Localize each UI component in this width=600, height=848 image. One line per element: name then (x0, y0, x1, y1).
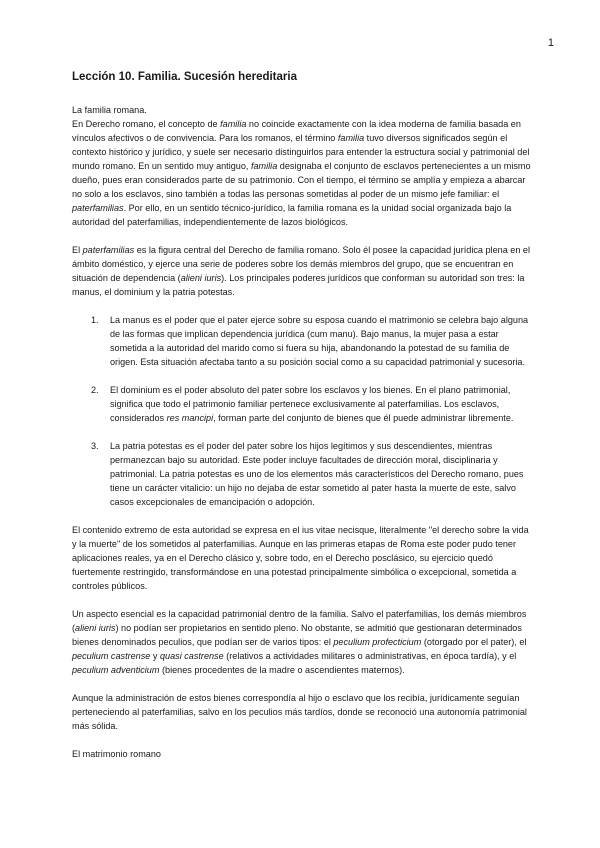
text-run: El dominium es el poder absoluto del pater sobre los esclavos y los bienes. En el plano patrimonial, significa que todo el patrimonio familiar pertenece exclusivamente al paterfamilias. Los esclavos, considerados (110, 385, 511, 423)
text-run: y (150, 651, 160, 661)
text-run: (bienes procedentes de la madre o ascendientes maternos). (159, 665, 405, 675)
powers-list (72, 313, 532, 509)
list-item (72, 383, 532, 425)
italic-term: familia (220, 119, 247, 129)
italic-term: peculium profecticium (333, 637, 422, 647)
list-number: 3. (91, 441, 99, 451)
text-run: El contenido extremo de esta autoridad se expresa en el ius vitae necisque, literalmente "el derecho sobre la vida y la muerte" de los sometidos al paterfamilias. Aunque en las primeras etapas de Roma este poder pudo tener aplicaciones reales, ya en el Derecho clásico y, sobre todo, en el Derecho posclásico, su ejercicio quedó fuertemente restringido, transformándose en una potestad principalmente simbólica o excepcional, sometida a controles públicos. (72, 525, 529, 591)
list-item (72, 313, 532, 369)
text-run: es la figura central del Derecho de familia romano. Solo él posee la capacidad jurídica plena en el ámbito doméstico, y ejerce una serie de poderes sobre los demás miembros del grupo, que se encuentran en situación de dependencia ( (72, 245, 531, 283)
text-run: tuvo diversos significados según el contexto histórico y jurídico, y suele ser necesario distinguirlos para entender la estructura social y patrimonial del mundo romano. En un sentido muy antiguo, (72, 133, 530, 171)
lesson-title: Lección 10. Familia. Sucesión hereditaria (72, 71, 297, 83)
text-run: ) no podían ser propietarios en sentido pleno. No obstante, se admitió que gestionaran determinados bienes denominados peculios, que podían ser de varios tipos: el (72, 623, 522, 647)
section-heading-matrimonio: El matrimonio romano (72, 749, 161, 759)
text-run: El (72, 245, 83, 255)
paragraph-ius-vitae (72, 523, 532, 593)
text-run: designaba el conjunto de esclavos pertenecientes a un mismo dueño, pues eran considerados parte de su patrimonio. Con el tiempo, el término se amplía y empieza a abarcar no solo a los esclavos, sino también a todas las personas sometidas al poder de un mismo jefe familiar: el (72, 161, 531, 199)
text-run: no coincide exactamente con la idea moderna de familia basada en vínculos afectivos o de convivencia. Para los romanos, el término (72, 119, 521, 143)
text-run: Un aspecto esencial es la capacidad patrimonial dentro de la familia. Salvo el paterfamilias, los demás miembros ( (72, 609, 527, 633)
text-run: ). Los principales poderes jurídicos que conforman su autoridad son tres: la manus, el dominium y la patria potestas. (72, 273, 525, 297)
italic-term: familia (337, 133, 365, 143)
page-number: 1 (547, 37, 554, 49)
text-run: La patria potestas es el poder del pater sobre los hijos legítimos y sus descendientes, mientras permanezcan bajo su autoridad. Este poder incluye facultades de dirección moral, disciplinaria y patrimonial. La patria potestas es uno de los elementos más característicos del Derecho romano, pues tiene un carácter vitalicio: un hijo no dejaba de estar sometido al pater hasta la muerte de este, salvo casos excepcionales de emancipación o adopción. (110, 441, 524, 507)
italic-term: res mancipi (166, 413, 214, 423)
text-run: En Derecho romano, el concepto de (72, 119, 221, 129)
italic-term: paterfamilias (72, 203, 124, 213)
text-run: La manus es el poder que el pater ejerce sobre su esposa cuando el matrimonio se celebra bajo alguna de las formas que implican dependencia jurídica (cum manu). Bajo manus, la mujer pasa a estar sometida a la autoridad del marido como si fuera su hija, abandonando la potestad de su familia de origen. Esta situación afectaba tanto a su posición social como a su capacidad patrimonial y sucesoria. (110, 315, 529, 367)
text-run: (relativos a actividades militares o administrativas, en época tardía), y el (223, 651, 517, 661)
italic-term: quasi castrense (159, 651, 224, 661)
italic-term: peculium castrense (72, 651, 151, 661)
document-body (72, 70, 532, 761)
list-item (72, 439, 532, 509)
section-heading-familia: La familia romana. (72, 105, 147, 115)
paragraph-administracion (72, 691, 532, 733)
list-number: 1. (91, 315, 99, 325)
paragraph-peculios (72, 607, 532, 677)
text-run: , forman parte del conjunto de bienes que él puede administrar libremente. (213, 413, 514, 423)
italic-term: paterfamilias (82, 245, 135, 255)
italic-term: peculium adventicium (72, 665, 160, 675)
italic-term: alieni iuris (75, 623, 116, 633)
italic-term: familia (250, 161, 278, 171)
text-run: (otorgado por el pater), el (421, 637, 527, 647)
text-run: . Por ello, en un sentido técnico-jurídico, la familia romana es la unidad social organizada bajo la autoridad del paterfamilias, independientemente de lazos biológicos. (72, 203, 512, 227)
italic-term: alieni iuris (180, 273, 222, 283)
list-number: 2. (91, 385, 99, 395)
text-run: Aunque la administración de estos bienes correspondía al hijo o esclavo que los recibía, jurídicamente seguían perteneciendo al paterfamilias, salvo en los peculios más tardíos, donde se reconoció una autonomía patrimonial más sólida. (72, 693, 527, 731)
paragraph-familia-concept (72, 117, 532, 229)
paragraph-paterfamilias (72, 243, 532, 299)
